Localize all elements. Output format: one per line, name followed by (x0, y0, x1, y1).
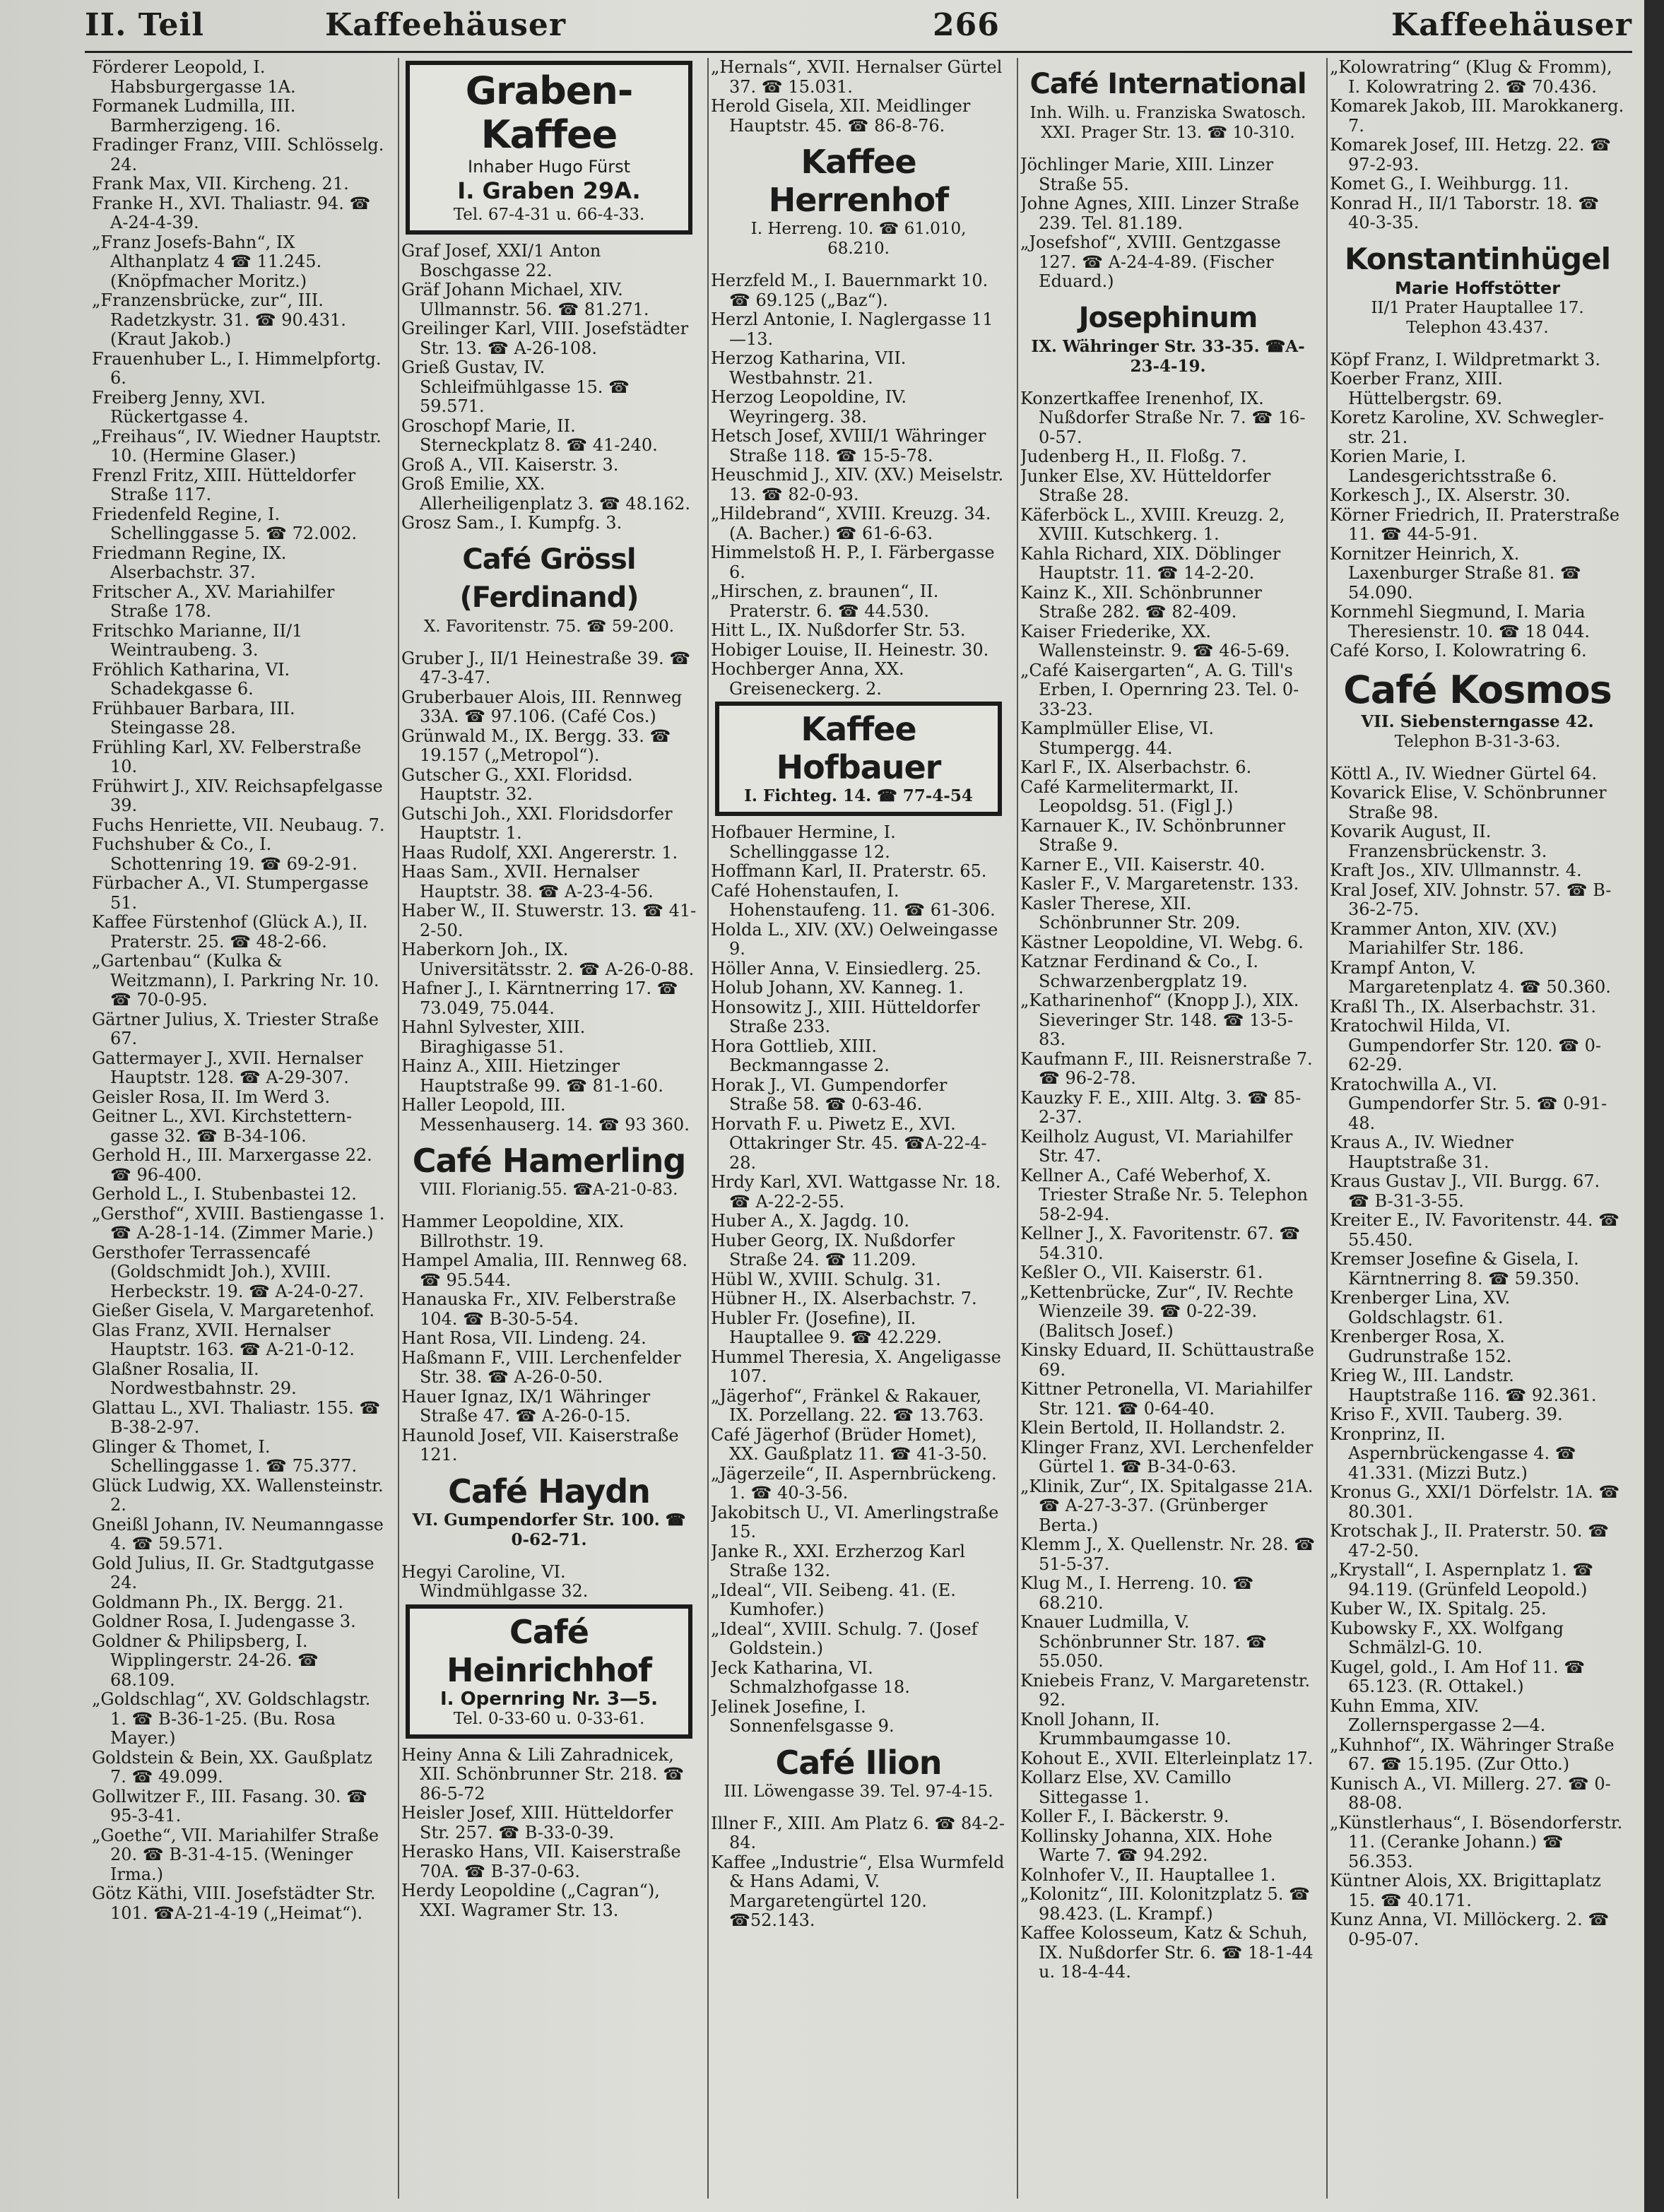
listing-entry: Fradinger Franz, VIII. Schlösselg. 24. (92, 135, 384, 175)
listing-entry: Koller F., I. Bäckerstr. 9. (1020, 1806, 1229, 1826)
listing-entry: Haas Rudolf, XXI. Angererstr. 1. (401, 842, 678, 863)
listing-entry: „Kolonitz“, III. Kolonitzplatz 5. ☎ 98.423. (L. Krampf.) (1020, 1884, 1310, 1924)
listing-entry: Horak J., VI. Gumpendorfer Straße 58. ☎ 0-63-46. (711, 1075, 948, 1114)
listing-entry: Korkesch J., IX. Alserstr. 30. (1330, 485, 1571, 505)
listing-entry: Hahnl Sylvester, XIII. Biraghigasse 51. (401, 1017, 586, 1057)
listing-entry: Gerhold L., I. Stubenbastei 12. (92, 1184, 357, 1204)
listing-group (1330, 764, 1625, 1950)
listing-entry: Hubler Fr. (Josefine), II. Hauptallee 9. ☎ 42.229. (711, 1308, 943, 1347)
listing-group (711, 1814, 1006, 1931)
listing-entry: Karnauer K., IV. Schönbrunner Straße 9. (1020, 815, 1286, 855)
listing-entry: Krieg W., III. Landstr. Hauptstraße 116. ☎ 92.361. (1330, 1366, 1597, 1405)
ad-address: I. Fichteg. 14. ☎ 77-4-54 (744, 786, 973, 805)
listing-entry: Glinger & Thomet, I. Schellinggasse 1. ☎ 75.377. (92, 1436, 358, 1476)
listing-entry: Huber Georg, IX. Nußdorfer Straße 24. ☎ 11.209. (711, 1230, 955, 1270)
listing-entry: Kellner A., Café Weberhof, X. Triester Straße Nr. 5. Telephon 58-2-94. (1020, 1165, 1308, 1224)
listing-entry: Heiny Anna & Lili Zahradnicek, XII. Schönbrunner Str. 218. ☎ 86-5-72 (401, 1744, 685, 1804)
listing-entry: Kraßl Th., IX. Alserbachstr. 31. (1330, 996, 1597, 1017)
listing-entry: Himmelstoß H. P., I. Färbergasse 6. (711, 543, 995, 582)
listing-entry: Kratochwilla A., VI. Gumpendorfer Str. 5. ☎ 0-91-48. (1330, 1074, 1607, 1133)
listing-entry: Komet G., I. Weihburgg. 11. (1330, 174, 1569, 194)
listing-entry: Gold Julius, II. Gr. Stadtgutgasse 24. (92, 1553, 374, 1592)
listing-entry: Glas Franz, XVII. Hernalser Hauptstr. 163. ☎ A-21-0-12. (92, 1320, 355, 1359)
listing-entry: „Jägerhof“, Fränkel & Rakauer, IX. Porzellang. 22. ☎ 13.763. (711, 1385, 984, 1425)
listing-entry: Krotschak J., II. Praterstr. 50. ☎ 47-2-50. (1330, 1521, 1610, 1561)
listing-entry: Hochberger Anna, XX. Greiseneckerg. 2. (711, 659, 904, 699)
listing-entry: „Krystall“, I. Aspernplatz 1. ☎ 94.119. (Grünfeld Leopold.) (1330, 1560, 1594, 1599)
page-number: 266 (933, 7, 1000, 43)
listing-entry: Kuber W., IX. Spitalg. 25. (1330, 1599, 1547, 1619)
listing-entry: Kamplmüller Elise, VI. Stumpergg. 44. (1020, 718, 1214, 758)
ad-cafe-groessl (406, 536, 692, 642)
listing-entry: Hoffmann Karl, II. Praterstr. 65. (711, 861, 987, 881)
listing-entry: Keilholz August, VI. Mariahilfer Str. 47. (1020, 1126, 1293, 1166)
listing-entry: Gersthofer Terrassencafé (Goldschmidt Joh.), XVIII. Herbeckstr. 19. ☎ A-24-0-27. (92, 1242, 365, 1301)
column-2 (401, 58, 697, 2205)
ad-address: VI. Gumpendorfer Str. 100. ☎ 0-62-71. (412, 1510, 686, 1549)
listing-entry: Kästner Leopoldine, VI. Webg. 6. (1020, 932, 1304, 952)
ad-phone: Telephon B-31-3-63. (1394, 732, 1561, 751)
listing-group (1020, 389, 1316, 1982)
listing-entry: Gärtner Julius, X. Triester Straße 67. (92, 1009, 379, 1048)
listing-entry: Korien Marie, I. Landesgerichtsstraße 6. (1330, 446, 1557, 486)
listing-entry: „Kuhnhof“, IX. Währinger Straße 67. ☎ 15.195. (Zur Otto.) (1330, 1734, 1615, 1774)
ad-title: Café Hamerling (412, 1142, 686, 1180)
listing-entry: Greilinger Karl, VIII. Josefstädter Str. 13. ☎ A-26-108. (401, 319, 689, 358)
listing-entry: Haunold Josef, VII. Kaiserstraße 121. (401, 1425, 679, 1465)
ad-address: I. Herreng. 10. ☎ 61.010, 68.210. (750, 220, 967, 258)
listing-group (1020, 155, 1316, 292)
listing-entry: Kunz Anna, VI. Millöckerg. 2. ☎ 0-95-07. (1330, 1910, 1610, 1949)
listing-entry: Haßmann F., VIII. Lerchenfelder Str. 38. ☎ A-26-0-50. (401, 1347, 681, 1387)
ad-address: I. Opernring Nr. 3—5. (439, 1688, 659, 1710)
listing-entry: Köpf Franz, I. Wildpretmarkt 3. (1330, 349, 1601, 369)
listing-entry: Haller Leopold, III. Messenhauserg. 14. ☎ 93 360. (401, 1095, 690, 1135)
ad-owner: Inhaber Hugo Fürst (468, 157, 630, 177)
listing-entry: Kornitzer Heinrich, X. Laxenburger Straße 81. ☎ 54.090. (1330, 543, 1581, 603)
listing-entry: Groß A., VII. Kaiserstr. 3. (401, 454, 619, 475)
listing-entry: Goldner & Philipsberg, I. Wipplingerstr. 24-26. ☎ 68.109. (92, 1631, 319, 1690)
listing-entry: Hauer Ignaz, IX/1 Währinger Straße 47. ☎ A-26-0-15. (401, 1386, 651, 1426)
listing-group (711, 271, 1006, 699)
listing-entry: Kreiter E., IV. Favoritenstr. 44. ☎ 55.450. (1330, 1210, 1620, 1250)
listing-entry: Hammer Leopoldine, XIX. Billrothstr. 19. (401, 1212, 625, 1251)
listing-entry: Kauzky F. E., XIII. Altg. 3. ☎ 85-2-37. (1020, 1087, 1302, 1127)
listing-entry: Hübner H., IX. Alserbachstr. 7. (711, 1289, 977, 1308)
header-rule (85, 51, 1632, 53)
listing-entry: Herzfeld M., I. Bauernmarkt 10. ☎ 69.125 („Baz“). (711, 271, 989, 310)
listing-entry: Illner F., XIII. Am Platz 6. ☎ 84-2-84. (711, 1813, 1005, 1852)
listing-entry: „Franz Josefs-Bahn“, IX Althanplatz 4 ☎ 11.245. (Knöpfmacher Moritz.) (92, 232, 322, 291)
ad-address: Inh. Wilh. u. Franziska Swatosch. XXI. Prager Str. 13. ☎ 10-310. (1029, 104, 1306, 142)
listing-entry: Kubowsky F., XX. Wolfgang Schmälzl-G. 10. (1330, 1618, 1564, 1657)
listing-entry: Kollarz Else, XV. Camillo Sittegasse 1. (1020, 1768, 1232, 1807)
listing-entry: Groß Emilie, XX. Allerheiligenplatz 3. ☎ 48.162. (401, 474, 690, 514)
listing-entry: Kronus G., XXI/1 Dörfelstr. 1A. ☎ 80.301. (1330, 1482, 1620, 1522)
listing-entry: Fritschko Marianne, II/1 Weintraubeng. 3. (92, 620, 303, 660)
listing-entry: Graf Josef, XXI/1 Anton Boschgasse 22. (401, 241, 601, 280)
ad-title: Café Haydn (448, 1472, 650, 1510)
ad-phone: Tel. 67-4-31 u. 66-4-33. (453, 206, 645, 224)
listing-entry: Kuhn Emma, XIV. Zollernspergasse 2—4. (1330, 1696, 1546, 1735)
ad-title: Kaffee Hofbauer (776, 710, 941, 786)
ad-title: Josephinum (1078, 301, 1258, 334)
listing-entry: Gutschi Joh., XXI. Floridsdorfer Hauptstr. 1. (401, 803, 673, 843)
listing-entry: Haber W., II. Stuwerstr. 13. ☎ 41-2-50. (401, 901, 697, 940)
listing-entry: Hafner J., I. Kärntnerring 17. ☎ 73.049, 75.044. (401, 978, 678, 1018)
listing-entry: Krenberger Lina, XV. Goldschlagstr. 61. (1330, 1288, 1511, 1327)
listing-entry: Klinger Franz, XVI. Lerchenfelder Gürtel 1. ☎ B-34-0-63. (1020, 1437, 1314, 1477)
column-1 (92, 58, 387, 2205)
ad-address: III. Löwengasse 39. Tel. 97-4-15. (724, 1782, 993, 1801)
listing-entry: Gießer Gisela, V. Margaretenhof. (92, 1301, 374, 1320)
ad-title: Graben-Kaffee (465, 69, 633, 157)
listing-entry: Komarek Jakob, III. Marokkanerg. 7. (1330, 96, 1624, 136)
listing-entry: Grosz Sam., I. Kumpfg. 3. (401, 513, 622, 533)
listing-entry: Karl F., IX. Alserbachstr. 6. (1020, 757, 1252, 777)
listing-entry: Frühling Karl, XV. Felberstraße 10. (92, 737, 362, 776)
ad-kaffee-herrenhof (715, 138, 1002, 264)
listing-entry: Fritscher A., XV. Mariahilfer Straße 178. (92, 581, 335, 621)
listing-entry: Kral Josef, XIV. Johnstr. 57. ☎ B-36-2-75. (1330, 880, 1612, 919)
listing-entry: Hübl W., XVIII. Schulg. 31. (711, 1269, 941, 1289)
listing-entry: Holub Johann, XV. Kanneg. 1. (711, 978, 964, 998)
column-divider (1326, 58, 1328, 2199)
listing-entry: Hant Rosa, VII. Lindeng. 24. (401, 1328, 647, 1348)
listing-entry: Junker Else, XV. Hütteldorfer Straße 28. (1020, 466, 1271, 505)
listing-entry: Fuchshuber & Co., I. Schottenring 19. ☎ 69-2-91. (92, 834, 358, 874)
listing-entry: Kolnhofer V., II. Hauptallee 1. (1020, 1864, 1276, 1885)
ad-owner: Marie Hoffstötter (1394, 278, 1561, 298)
listing-entry: Konrad H., II/1 Taborstr. 18. ☎ 40-3-35. (1330, 193, 1600, 232)
listing-entry: Kovarick Elise, V. Schönbrunner Straße 98. (1330, 783, 1607, 822)
listing-entry: Gollwitzer F., III. Fasang. 30. ☎ 95-3-41. (92, 1786, 368, 1826)
column-divider (398, 58, 399, 2199)
ad-title: Café Heinrichhof (446, 1612, 652, 1689)
page-edge (1644, 0, 1664, 2212)
listing-entry: „Hirschen, z. braunen“, II. Praterstr. 6. ☎ 44.530. (711, 581, 939, 621)
listing-entry: Kinsky Eduard, II. Schüttaustraße 69. (1020, 1340, 1314, 1380)
listing-entry: Hegyi Caroline, VI. Windmühlgasse 32. (401, 1561, 589, 1601)
listing-entry: Förderer Leopold, I. Habsburgergasse 1A. (92, 58, 296, 97)
listing-entry: Kunisch A., VI. Millerg. 27. ☎ 0-88-08. (1330, 1773, 1611, 1813)
listing-entry: „Kettenbrücke, Zur“, IV. Rechte Wienzeile 39. ☎ 0-22-39. (Balitsch Josef.) (1020, 1282, 1294, 1341)
listing-entry: Goldmann Ph., IX. Bergg. 21. (92, 1592, 344, 1612)
listing-entry: Krammer Anton, XIV. (XV.) Mariahilfer Str. 186. (1330, 918, 1557, 958)
listing-entry: Kellner J., X. Favoritenstr. 67. ☎ 54.310. (1020, 1224, 1301, 1263)
listing-entry: Goldstein & Bein, XX. Gaußplatz 7. ☎ 49.099. (92, 1747, 372, 1787)
listing-entry: Kronprinz, II. Aspernbrückengasse 4. ☎ 41.331. (Mizzi Butz.) (1330, 1424, 1576, 1483)
ad-graben-kaffee (406, 61, 692, 235)
listing-entry: Hrdy Karl, XVI. Wattgasse Nr. 18. ☎ A-22-2-55. (711, 1172, 1001, 1212)
listing-entry: Komarek Josef, III. Hetzg. 22. ☎ 97-2-93. (1330, 135, 1611, 175)
ad-title: Kaffee Herrenhof (768, 143, 949, 219)
listing-group (401, 1746, 697, 1921)
listing-entry: „Ideal“, VII. Seibeng. 41. (E. Kumhofer.) (711, 1580, 956, 1619)
listing-entry: Frauenhuber L., I. Himmelpfortg. 6. (92, 348, 382, 388)
listing-entry: Huber A., X. Jagdg. 10. (711, 1211, 910, 1231)
ad-title: Café Kosmos (1343, 667, 1612, 712)
ad-title: Café Ilion (775, 1743, 942, 1782)
ad-cafe-kosmos (1334, 664, 1621, 757)
ad-phone: Telephon 43.437. (1406, 318, 1549, 337)
listing-entry: Hanauska Fr., XIV. Felberstraße 104. ☎ B-30-5-54. (401, 1289, 676, 1329)
listing-entry: Klug M., I. Herreng. 10. ☎ 68.210. (1020, 1573, 1254, 1613)
listing-entry: Kraus A., IV. Wiedner Hauptstraße 31. (1330, 1132, 1513, 1172)
listing-entry: Köttl A., IV. Wiedner Gürtel 64. (1330, 763, 1598, 783)
listing-entry: Glaßner Rosalia, II. Nordwestbahnstr. 29. (92, 1359, 297, 1398)
listing-entry: Karner E., VII. Kaiserstr. 40. (1020, 854, 1265, 875)
page-header (85, 7, 1632, 49)
listing-entry: Konzertkaffee Irenenhof, IX. Nußdorfer Straße Nr. 7. ☎ 16-0-57. (1020, 388, 1306, 447)
running-title-left: Kaffeehäuser (325, 7, 567, 43)
ad-cafe-heinrichhof (406, 1604, 692, 1739)
listing-entry: Götz Käthi, VIII. Josefstädter Str. 101. ☎A-21-4-19 („Heimat“). (92, 1883, 376, 1923)
listing-entry: Goldner Rosa, I. Judengasse 3. (92, 1611, 356, 1631)
listing-entry: Geisler Rosa, II. Im Werd 3. (92, 1087, 331, 1107)
listing-entry: Café Karmelitermarkt, II. Leopoldsg. 51. (Figl J.) (1020, 776, 1239, 816)
listing-entry: Café Hohenstaufen, I. Hohenstaufeng. 11. ☎ 61-306. (711, 880, 996, 920)
listing-group (401, 1563, 697, 1602)
ad-address: VII. Siebensterngasse 42. (1361, 711, 1594, 731)
ad-konstantinhuegel (1334, 236, 1621, 343)
listing-entry: „Freihaus“, IV. Wiedner Hauptstr. 10. (Hermine Glaser.) (92, 426, 382, 466)
listing-entry: Gerhold H., III. Marxergasse 22. ☎ 96-400. (92, 1145, 372, 1185)
listing-entry: „Künstlerhaus“, I. Bösendorferstr. 11. (Ceranke Johann.) ☎ 56.353. (1330, 1812, 1623, 1871)
listing-entry: Katznar Ferdinand & Co., I. Schwarzenbergplatz 19. (1020, 952, 1259, 991)
listing-entry: Gruber J., II/1 Heinestraße 39. ☎ 47-3-47. (401, 648, 691, 687)
listing-entry: Freiberg Jenny, XVI. Rückertgasse 4. (92, 387, 266, 427)
listing-entry: Kugel, gold., I. Am Hof 11. ☎ 65.123. (R. Ottakel.) (1330, 1657, 1586, 1696)
ad-cafe-ilion (715, 1739, 1002, 1807)
listing-entry: Kahla Richard, XIX. Döblinger Hauptstr. 11. ☎ 14-2-20. (1020, 543, 1281, 583)
ad-kaffee-hofbauer (715, 702, 1002, 816)
listing-entry: Hitt L., IX. Nußdorfer Str. 53. (711, 620, 966, 640)
listing-entry: Kornmehl Siegmund, I. Maria Theresienstr. 10. ☎ 18 044. (1330, 602, 1590, 641)
listing-entry: Klein Bertold, II. Hollandstr. 2. (1020, 1418, 1286, 1438)
listing-entry: „Josefshof“, XVIII. Gentzgasse 127. ☎ A-24-4-89. (Fischer Eduard.) (1020, 232, 1281, 291)
listing-entry: Café Jägerhof (Brüder Homet), XX. Gaußplatz 11. ☎ 41-3-50. (711, 1424, 988, 1464)
listing-group (401, 649, 697, 1135)
listing-entry: Kittner Petronella, VI. Mariahilfer Str. 121. ☎ 0-64-40. (1020, 1379, 1312, 1419)
listing-entry: Herdy Leopoldine („Cagran“), XXI. Wagramer Str. 13. (401, 1881, 660, 1920)
listing-entry: Kraft Jos., XIV. Ullmannstr. 4. (1330, 860, 1582, 880)
listing-entry: Hobiger Louise, II. Heinestr. 30. (711, 639, 989, 660)
listing-entry: Grieß Gustav, IV. Schleifmühlgasse 15. ☎ 59.571. (401, 357, 630, 416)
listing-entry: Frank Max, VII. Kircheng. 21. (92, 174, 349, 194)
listing-entry: Haberkorn Joh., IX. Universitätsstr. 2. ☎ A-26-0-88. (401, 940, 695, 979)
listing-entry: Heuschmid J., XIV. (XV.) Meiselstr. 13. ☎ 82-0-93. (711, 465, 1004, 504)
listing-group (401, 242, 697, 533)
listing-entry: Herasko Hans, VII. Kaiserstraße 70A. ☎ B-37-0-63. (401, 1842, 681, 1881)
column-divider (707, 58, 709, 2199)
ad-address: II/1 Prater Hauptallee 17. (1371, 298, 1584, 317)
listing-entry: Honsowitz J., XIII. Hütteldorfer Straße 233. (711, 997, 980, 1036)
listing-entry: „Klinik, Zur“, IX. Spitalgasse 21A. ☎ A-27-3-37. (Grünberger Berta.) (1020, 1476, 1314, 1535)
listing-entry: Kriso F., XVII. Tauberg. 39. (1330, 1404, 1563, 1424)
listing-entry: Glück Ludwig, XX. Wallensteinstr. 2. (92, 1475, 384, 1515)
listing-entry: Haas Sam., XVII. Hernalser Hauptstr. 38. ☎ A-23-4-56. (401, 862, 654, 901)
listing-entry: Judenberg H., II. Floßg. 7. (1020, 446, 1247, 466)
listing-entry: Kaiser Friederike, XX. Wallensteinstr. 9. ☎ 46-5-69. (1020, 621, 1290, 661)
listing-entry: Hainz A., XIII. Hietzinger Hauptstraße 99. ☎ 81-1-60. (401, 1056, 663, 1096)
ad-title: Café International (1029, 68, 1306, 100)
listing-entry: Kovarik August, II. Franzensbrückenstr. 3. (1330, 822, 1547, 861)
listing-entry: Frühbauer Barbara, III. Steingasse 28. (92, 698, 295, 738)
listing-entry: Frenzl Fritz, XIII. Hütteldorfer Straße 117. (92, 465, 356, 504)
listing-entry: Herzog Katharina, VII. Westbahnstr. 21. (711, 348, 907, 388)
listing-entry: Geitner L., XVI. Kirchstettern-gasse 32. ☎ B-34-106. (92, 1106, 353, 1146)
listing-entry: Herzog Leopoldine, IV. Weyringerg. 38. (711, 387, 907, 427)
running-title-right: Kaffeehäuser (1391, 7, 1632, 43)
listing-entry: „Hernals“, XVII. Hernalser Gürtel 37. ☎ 15.031. (711, 58, 1003, 97)
listing-entry: Hora Gottlieb, XIII. Beckmanngasse 2. (711, 1036, 890, 1075)
ad-address: VIII. Florianig.55. ☎A-21-0-83. (420, 1181, 678, 1199)
listing-entry: „Gersthof“, XVIII. Bastiengasse 1. ☎ A-28-1-14. (Zimmer Marie.) (92, 1203, 385, 1243)
listing-entry: Jeck Katharina, VI. Schmalzhofgasse 18. (711, 1657, 910, 1697)
listing-entry: Hummel Theresia, X. Angeligasse 107. (711, 1347, 1001, 1386)
listing-entry: Horvath F. u. Piwetz E., XVI. Ottakringer Str. 45. ☎A-22-4-28. (711, 1113, 987, 1173)
listing-entry: Heisler Josef, XIII. Hütteldorfer Str. 257. ☎ B-33-0-39. (401, 1803, 673, 1843)
listing-group (711, 823, 1006, 1737)
listing-entry: Hetsch Josef, XVIII/1 Währinger Straße 118. ☎ 15-5-78. (711, 426, 986, 466)
listing-entry: Holda L., XIV. (XV.) Oelweingasse 9. (711, 919, 998, 959)
listing-entry: „Goldschlag“, XV. Goldschlagstr. 1. ☎ B-36-1-25. (Bu. Rosa Mayer.) (92, 1689, 371, 1748)
listing-entry: „Kolowratring“ (Klug & Fromm), I. Kolowratring 2. ☎ 70.436. (1330, 58, 1612, 97)
listing-entry: Café Korso, I. Kolowratring 6. (1330, 641, 1587, 661)
listing-entry: Hampel Amalia, III. Rennweg 68. ☎ 95.544. (401, 1250, 688, 1290)
listing-entry: „Franzensbrücke, zur“, III. Radetzkystr. 31. ☎ 90.431. (Kraut Jakob.) (92, 290, 346, 349)
listing-group (1330, 350, 1625, 661)
listing-entry: Krenberger Rosa, X. Gudrunstraße 152. (1330, 1327, 1512, 1366)
ad-address: I. Graben 29A. (457, 177, 641, 204)
listing-entry: Kremser Josefine & Gisela, I. Kärntnerring 8. ☎ 59.350. (1330, 1249, 1580, 1289)
listing-entry: Fürbacher A., VI. Stumpergasse 51. (92, 873, 369, 913)
listing-entry: Gattermayer J., XVII. Hernalser Hauptstr. 128. ☎ A-29-307. (92, 1048, 363, 1087)
listing-entry: „Gartenbau“ (Kulka & Weitzmann), I. Parkring Nr. 10. ☎ 70-0-95. (92, 951, 379, 1010)
section-label: II. Teil (85, 7, 204, 43)
listing-entry: Formanek Ludmilla, III. Barmherzigeng. 16. (92, 96, 296, 136)
listing-entry: „Ideal“, XVIII. Schulg. 7. (Josef Goldstein.) (711, 1619, 978, 1658)
listing-entry: Kainz K., XII. Schönbrunner Straße 282. ☎ 82-409. (1020, 582, 1262, 622)
listing-entry: Herzl Antonie, I. Naglergasse 11—13. (711, 309, 993, 349)
listing-group (401, 1212, 697, 1465)
ad-cafe-international (1025, 61, 1311, 148)
listing-entry: „Hildebrand“, XVIII. Kreuzg. 34. (A. Bacher.) ☎ 61-6-63. (711, 504, 991, 543)
listing-entry: Frühwirt J., XIV. Reichsapfelgasse 39. (92, 776, 383, 815)
listing-entry: Hofbauer Hermine, I. Schellinggasse 12. (711, 822, 896, 862)
listing-entry: Jelinek Josefine, I. Sonnenfelsgasse 9. (711, 1696, 895, 1736)
listing-entry: Klemm J., X. Quellenstr. Nr. 28. ☎ 51-5-37. (1020, 1534, 1316, 1574)
listing-entry: Johne Agnes, XIII. Linzer Straße 239. Tel. 81.189. (1020, 194, 1299, 233)
listing-entry: Kasler F., V. Margaretenstr. 133. (1020, 874, 1299, 894)
listing-entry: „Jägerzeile“, II. Aspernbrückeng. 1. ☎ 40-3-56. (711, 1463, 997, 1503)
column-5 (1330, 58, 1625, 2205)
listing-entry: „Goethe“, VII. Mariahilfer Straße 20. ☎ B-31-4-15. (Weninger Irma.) (92, 1825, 379, 1884)
listing-entry: Friedenfeld Regine, I. Schellinggasse 5. ☎ 72.002. (92, 504, 358, 543)
ad-address: IX. Währinger Str. 33-35. ☎A-23-4-19. (1031, 336, 1305, 376)
listing-entry: Kaufmann F., III. Reisnerstraße 7. ☎ 96-2-78. (1020, 1048, 1313, 1088)
listing-entry: Krampf Anton, V. Margaretenplatz 4. ☎ 50.360. (1330, 957, 1611, 997)
listing-entry: Janke R., XXI. Erzherzog Karl Straße 132. (711, 1541, 965, 1580)
listing-entry: Gneißl Johann, IV. Neumanngasse 4. ☎ 59.571. (92, 1514, 384, 1554)
listing-entry: Knoll Johann, II. Krummbaumgasse 10. (1020, 1709, 1232, 1749)
listing-entry: Körner Friedrich, II. Praterstraße 11. ☎ 44-5-91. (1330, 504, 1620, 544)
listing-entry: Gräf Johann Michael, XIV. Ullmannstr. 56. ☎ 81.271. (401, 280, 649, 319)
listing-entry: Kollinsky Johanna, XIX. Hohe Warte 7. ☎ 94.292. (1020, 1826, 1273, 1865)
listing-entry: Friedmann Regine, IX. Alserbachstr. 37. (92, 543, 287, 582)
ad-phone: Tel. 0-33-60 u. 0-33-61. (453, 1709, 645, 1728)
listing-entry: Fuchs Henriette, VII. Neubaug. 7. (92, 815, 385, 835)
listing-entry: Fröhlich Katharina, VI. Schadekgasse 6. (92, 659, 290, 699)
column-4 (1020, 58, 1316, 2205)
ad-josephinum (1025, 295, 1311, 382)
listing-entry: Kratochwil Hilda, VI. Gumpendorfer Str. 120. ☎ 0-62-29. (1330, 1016, 1602, 1075)
ad-cafe-hamerling (406, 1137, 692, 1205)
listing-entry: Höller Anna, V. Einsiedlerg. 25. (711, 958, 981, 978)
listing-entry: Herold Gisela, XII. Meidlinger Hauptstr. 45. ☎ 86-8-76. (711, 96, 971, 136)
listing-entry: Kaffee „Industrie“, Elsa Wurmfeld & Hans Adami, V. Margaretengürtel 120. ☎52.143. (711, 1852, 1005, 1930)
column-divider (1017, 58, 1018, 2199)
ad-title: Café Grössl (Ferdinand) (459, 543, 639, 614)
listing-entry: Kohout E., XVII. Elterleinplatz 17. (1020, 1748, 1314, 1768)
listing-entry: Kaffee Fürstenhof (Glück A.), II. Praterstr. 25. ☎ 48-2-66. (92, 912, 368, 952)
listing-entry: Knauer Ludmilla, V. Schönbrunner Str. 187. ☎ 55.050. (1020, 1612, 1267, 1671)
listing-entry: Jöchlinger Marie, XIII. Linzer Straße 55. (1020, 155, 1274, 194)
listing-group (711, 58, 1006, 136)
listing-entry: Keßler O., VII. Kaiserstr. 61. (1020, 1262, 1263, 1282)
listing-entry: Groschopf Marie, II. Sterneckplatz 8. ☎ 41-240. (401, 415, 658, 455)
listing-entry: Küntner Alois, XX. Brigittaplatz 15. ☎ 40.171. (1330, 1871, 1601, 1910)
listing-group (1330, 58, 1625, 233)
column-3 (711, 58, 1006, 2205)
listing-entry: „Café Kaisergarten“, A. G. Till's Erben, I. Opernring 23. Tel. 0-33-23. (1020, 660, 1299, 719)
ad-address: X. Favoritenstr. 75. ☎ 59-200. (423, 617, 675, 636)
listing-entry: Jakobitsch U., VI. Amerlingstraße 15. (711, 1502, 999, 1542)
listing-entry: Franke H., XVI. Thaliastr. 94. ☎ A-24-4-39. (92, 193, 371, 232)
ad-cafe-haydn (406, 1468, 692, 1556)
listing-entry: Gutscher G., XXI. Floridsd. Hauptstr. 32. (401, 764, 633, 804)
listing-entry: Kasler Therese, XII. Schönbrunner Str. 209. (1020, 893, 1241, 933)
ad-title: Konstantinhügel (1344, 241, 1610, 276)
listing-entry: Grünwald M., IX. Bergg. 33. ☎ 19.157 („Metropol“). (401, 726, 671, 765)
listing-entry: Kraus Gustav J., VII. Burgg. 67. ☎ B-31-3-55. (1330, 1171, 1600, 1211)
listing-entry: „Katharinenhof“ (Knopp J.), XIX. Sieveringer Str. 148. ☎ 13-5-83. (1020, 990, 1299, 1049)
listing-entry: Glattau L., XVI. Thaliastr. 155. ☎ B-38-2-97. (92, 1397, 381, 1437)
listing-entry: Koretz Karoline, XV. Schwegler-str. 21. (1330, 408, 1605, 447)
listing-entry: Gruberbauer Alois, III. Rennweg 33A. ☎ 97.106. (Café Cos.) (401, 687, 683, 726)
listing-entry: Käferböck L., XVIII. Kreuzg. 2, XVIII. Kutschkerg. 1. (1020, 504, 1285, 544)
listing-entry: Koerber Franz, XIII. Hüttelbergstr. 69. (1330, 369, 1504, 408)
listing-entry: Kniebeis Franz, V. Margaretenstr. 92. (1020, 1670, 1311, 1710)
listing-entry: Kaffee Kolosseum, Katz & Schuh, IX. Nußdorfer Str. 6. ☎ 18-1-44 u. 18-4-44. (1020, 1923, 1314, 1982)
